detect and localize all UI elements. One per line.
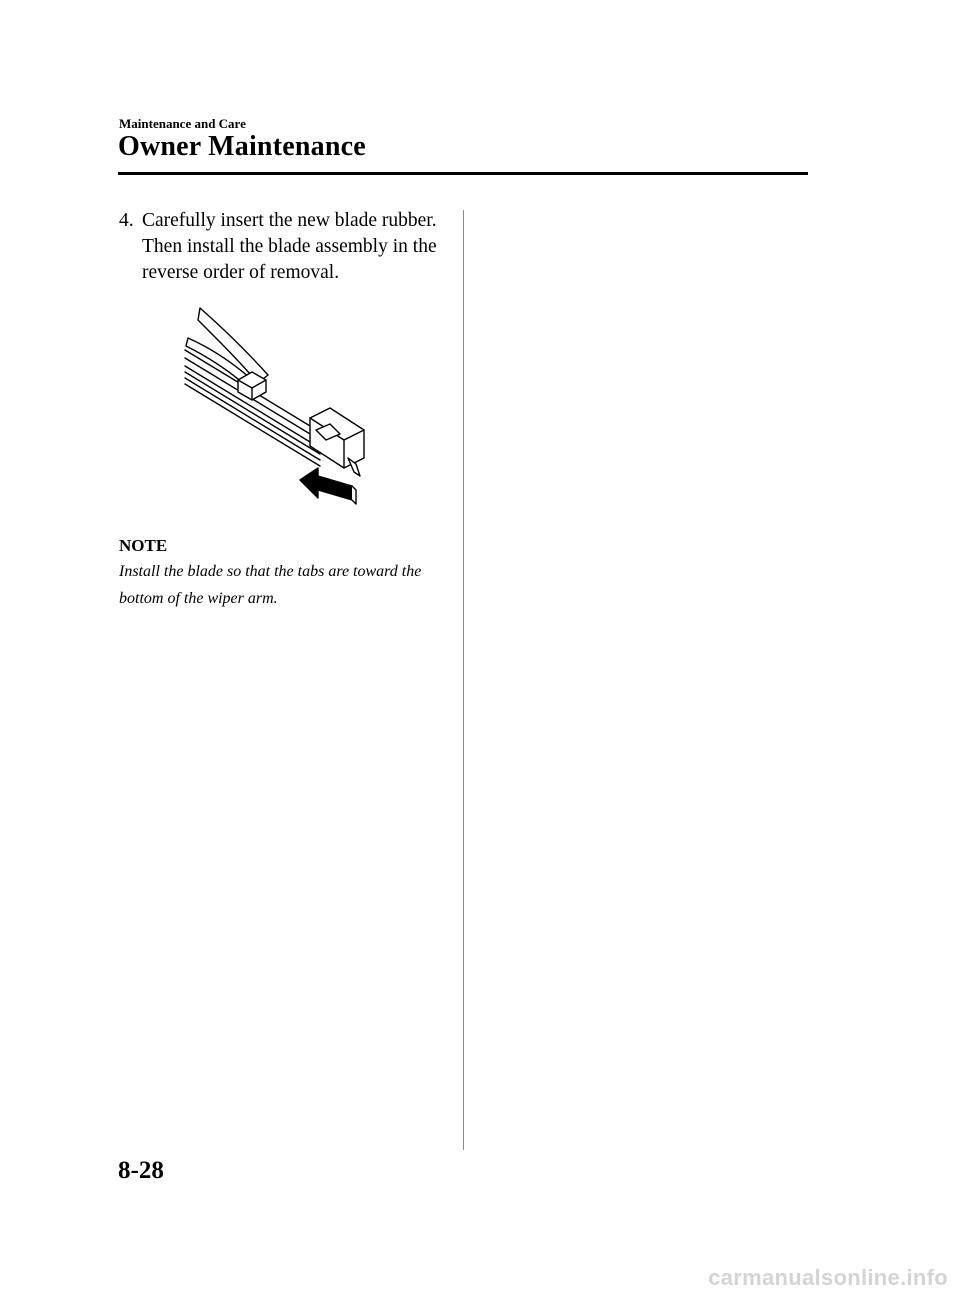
wiper-blade-illustration	[180, 300, 380, 510]
page-title: Owner Maintenance	[118, 131, 366, 162]
watermark: carmanualsonline.info	[708, 1265, 948, 1290]
instruction-step	[119, 208, 459, 286]
note-text: Install the blade so that the tabs are toward the bottom of the wiper arm.	[119, 563, 422, 607]
page-number: 8-28	[118, 1157, 164, 1184]
step-number: 4.	[119, 210, 134, 231]
section-label: Maintenance and Care	[119, 116, 246, 131]
title-rule	[118, 172, 808, 175]
note-heading: NOTE	[119, 536, 168, 555]
column-divider	[463, 210, 464, 1150]
step-text: Carefully insert the new blade rubber. Then install the blade assembly in the reverse order of removal.	[142, 210, 437, 283]
